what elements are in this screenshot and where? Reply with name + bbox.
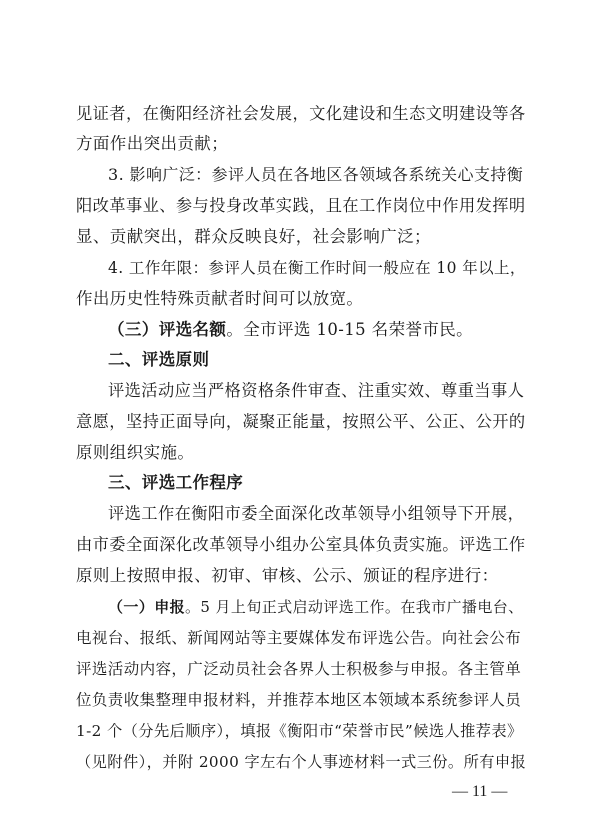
quota-line bbox=[108, 320, 526, 340]
application-line bbox=[108, 597, 526, 617]
text-line: 电视台、报纸、新闻网站等主要媒体发布评选公告。向社会公布 bbox=[76, 629, 522, 647]
criterion-3: 3. 影响广泛：参评人员在各地区各领域各系统关心支持衡 bbox=[108, 165, 524, 184]
quota-subheading: （三）评选名额 bbox=[108, 320, 227, 339]
text-line: 见证者，在衡阳经济社会发展，文化建设和生态文明建设等各 bbox=[76, 104, 526, 123]
page-number: — 11 — bbox=[452, 783, 508, 800]
application-text: 。5 月上旬正式启动评选工作。在我市广播电台、 bbox=[185, 598, 524, 616]
text-line: 原则上按照申报、初审、审核、公示、颁证的程序进行： bbox=[76, 566, 499, 585]
section-heading-principles: 二、评选原则 bbox=[108, 350, 210, 369]
text-line: 阳改革事业、参与投身改革实践，且在工作岗位中作用发挥明 bbox=[76, 196, 526, 215]
text-line: 评选活动内容，广泛动员社会各界人士积极参与申报。各主管单 bbox=[76, 660, 522, 678]
application-subheading: （一）申报 bbox=[108, 598, 186, 616]
text-line: 评选工作在衡阳市委全面深化改革领导小组领导下开展， bbox=[108, 504, 525, 523]
text-line: 方面作出突出贡献； bbox=[76, 134, 229, 153]
text-line: 由市委全面深化改革领导小组办公室具体负责实施。评选工作 bbox=[76, 535, 526, 554]
text-line: 原则组织实施。 bbox=[76, 443, 195, 462]
text-line: 评选活动应当严格资格条件审查、注重实效、尊重当事人 bbox=[108, 381, 525, 400]
text-line: （见附件），并附 2000 字左右个人事迹材料一式三份。所有申报 bbox=[76, 753, 527, 771]
text-line: 作出历史性特殊贡献者时间可以放宽。 bbox=[76, 289, 364, 308]
text-line: 1-2 个（分先后顺序），填报《衡阳市“荣誉市民”候选人推荐表》 bbox=[76, 722, 523, 740]
text-line: 显、贡献突出，群众反映良好，社会影响广泛； bbox=[76, 227, 431, 246]
quota-text: 。全市评选 10-15 名荣誉市民。 bbox=[226, 320, 474, 339]
criterion-4: 4. 工作年限：参评人员在衡工作时间一般应在 10 年以上， bbox=[108, 259, 526, 277]
text-line: 位负责收集整理申报材料，并推荐本地区本领域本系统参评人员 bbox=[76, 691, 522, 709]
text-line: 意愿，坚持正面导向，凝聚正能量，按照公平、公正、公开的 bbox=[76, 412, 526, 431]
section-heading-procedure: 三、评选工作程序 bbox=[108, 473, 244, 492]
